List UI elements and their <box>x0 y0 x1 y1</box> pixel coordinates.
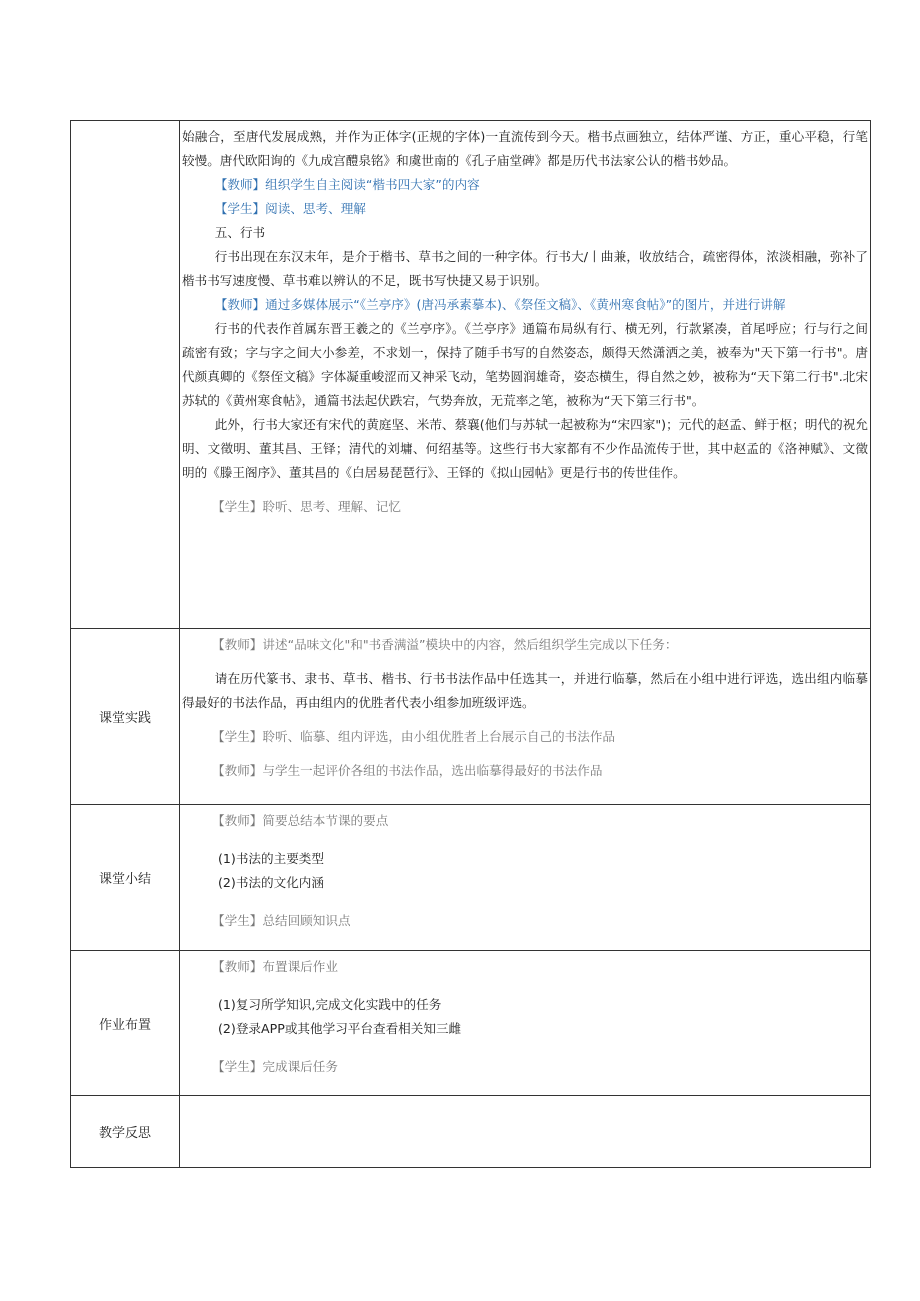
row-homework <box>71 951 871 1096</box>
row-summary <box>71 805 871 951</box>
task-description: 请在历代篆书、隶书、草书、楷书、行书书法作品中任选其一，并进行临摹，然后在小组中进行评选，选出组内临摹得最好的书法作品，再由组内的优胜者代表小组参加班级评选。 <box>182 671 868 710</box>
summary-point: (2)书法的文化内涵 <box>218 875 324 890</box>
row-reflection <box>71 1096 871 1168</box>
homework-item: (1)复习所学知识,完成文化实践中的任务 <box>218 997 442 1012</box>
homework-content <box>180 951 871 1096</box>
practice-content <box>180 629 871 805</box>
summary-content <box>180 805 871 951</box>
teacher-activity: 【教师】简要总结本节课的要点 <box>212 813 389 828</box>
teacher-activity: 【教师】通过多媒体展示“《兰亭序》(唐冯承素摹本)、《祭侄文稿》、《黄州寒食帖》”的图片，并进行讲解 <box>214 297 786 312</box>
summary-point: (1)书法的主要类型 <box>218 851 324 866</box>
teacher-activity: 【教师】组织学生自主阅读“楷书四大家”的内容 <box>214 177 480 192</box>
row-label-practice: 课堂实践 <box>71 629 180 805</box>
row-lecture <box>71 121 871 629</box>
student-activity: 【学生】聆听、思考、理解、记忆 <box>212 499 401 514</box>
lecture-content <box>180 121 871 629</box>
homework-item: (2)登录APP或其他学习平台查看相关知三雌 <box>218 1021 462 1036</box>
student-activity: 【学生】总结回顾知识点 <box>212 913 351 928</box>
student-activity: 【学生】完成课后任务 <box>212 1059 338 1074</box>
section-heading: 五、行书 <box>214 225 266 240</box>
student-activity: 【学生】阅读、思考、理解 <box>214 201 366 216</box>
paragraph: 行书的代表作首属东晋王羲之的《兰亭序》。《兰亭序》通篇布局纵有行、横无列，行款紧凑，首尾呼应；行与行之间疏密有致；字与字之间大小参差，不求划一，保持了随手书写的自然姿态，颇得天然潇洒之美，被奉为"天下第一行书"。唐代颜真卿的《祭侄文稿》字体凝重峻涩而又神采飞动，笔势圆润雄奇，姿态横生，得自然之妙，被称为“天下第二行书".北宋苏轼的《黄州寒食帖》，通篇书法起伏跌宕，气势奔放，无荒率之笔，被称为“天下第三行书"。 <box>182 321 868 408</box>
row-practice <box>71 629 871 805</box>
paragraph: 此外，行书大家还有宋代的黄庭坚、米芾、蔡襄(他们与苏轼一起被称为“宋四家")；元代的赵孟、鲜于枢；明代的祝允明、文徵明、董其昌、王铎；清代的刘墉、何绍基等。这些行书大家都有不少作品流传于世，其中赵孟的《洛神赋》、文徵明的《滕王阁序》、董其昌的《白居易琵琶行》、王铎的《拟山园帖》更是行书的传世佳作。 <box>182 417 868 480</box>
teacher-activity: 【教师】布置课后作业 <box>212 959 338 974</box>
reflection-content <box>180 1096 871 1168</box>
row-label-summary: 课堂小结 <box>71 805 180 951</box>
teacher-activity: 【教师】讲述“品味文化"和"书香满溢”模块中的内容，然后组织学生完成以下任务： <box>212 637 678 652</box>
lesson-plan-table <box>70 120 871 1168</box>
paragraph: 行书出现在东汉末年，是介于楷书、草书之间的一种字体。行书大/丨曲兼，收放结合，疏密得体，浓淡相融，弥补了楷书书写速度慢、草书难以辨认的不足，既书写快捷又易于识别。 <box>182 249 868 288</box>
teacher-activity: 【教师】与学生一起评价各组的书法作品，选出临摹得最好的书法作品 <box>212 763 603 778</box>
paragraph: 始融合，至唐代发展成熟，并作为正体字(正规的字体)一直流传到今天。楷书点画独立，结体严谨、方正，重心平稳，行笔较慢。唐代欧阳询的《九成宫醴泉铭》和虞世南的《孔子庙堂碑》都是历代书法家公认的楷书妙品。 <box>182 129 868 168</box>
row-label-reflection: 教学反思 <box>71 1096 180 1168</box>
row-label-homework: 作业布置 <box>71 951 180 1096</box>
student-activity: 【学生】聆听、临摹、组内评选，由小组优胜者上台展示自己的书法作品 <box>212 729 615 744</box>
row-label <box>71 121 180 629</box>
